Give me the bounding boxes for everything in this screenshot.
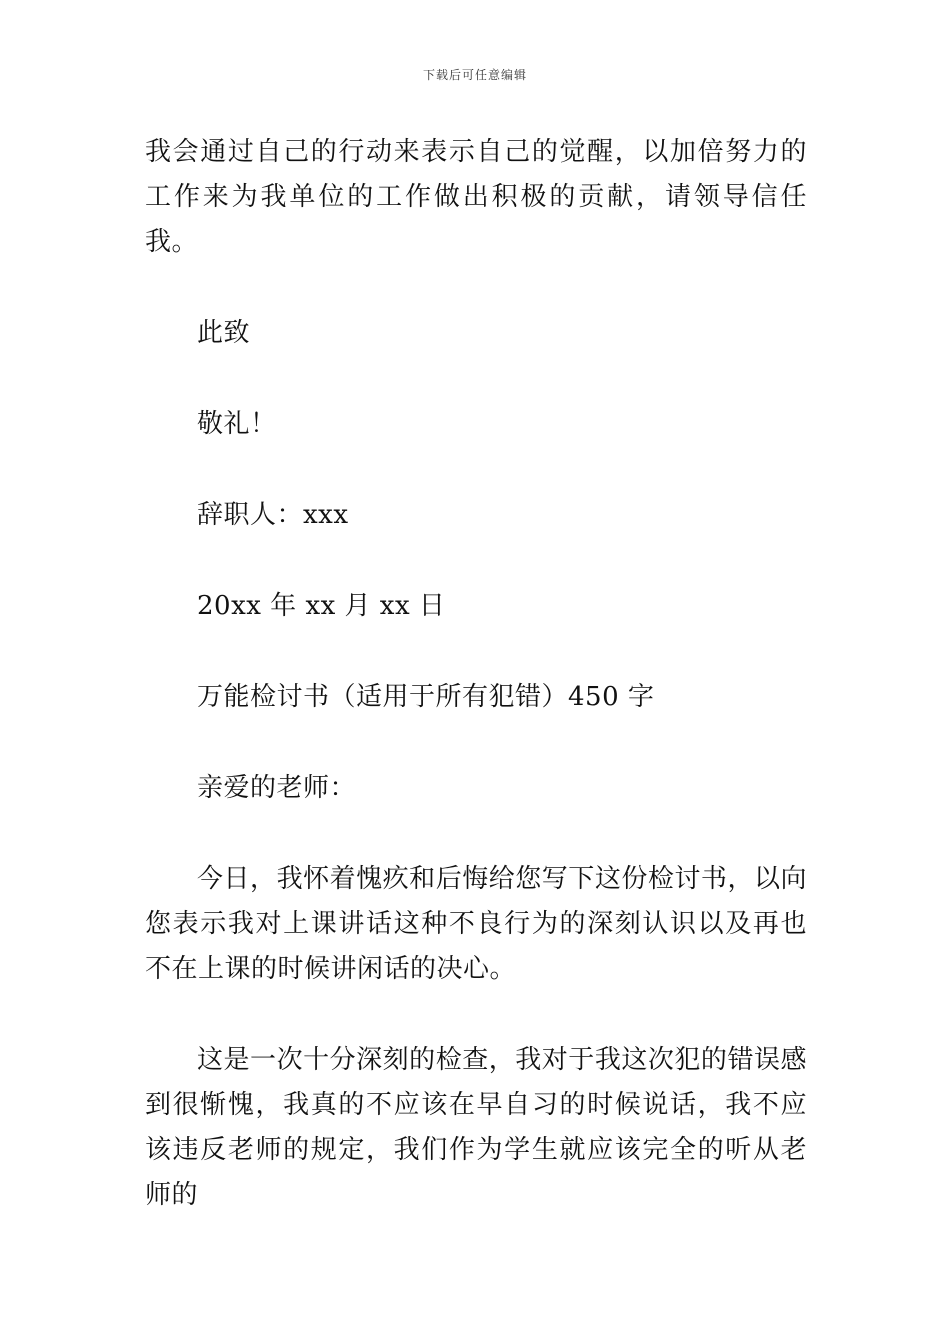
paragraph-gap [145, 265, 807, 311]
date-line: 20xx 年 xx 月 xx 日 [197, 591, 446, 621]
salute-line: 敬礼！ [197, 409, 277, 439]
paragraph-gap [145, 447, 807, 493]
closing-line: 此致 [197, 318, 251, 348]
paragraph-gap [145, 629, 807, 675]
paragraph-reflection: 这是一次十分深刻的检查，我对于我这次犯的错误感到很惭愧，我真的不应该在早自习的时候说话，我不应该违反老师的规定，我们作为学生就应该完全的听从老师的 [145, 1045, 807, 1210]
document-body [145, 130, 807, 1218]
signature-line: 辞职人：xxx [197, 500, 349, 530]
greeting-line: 亲爱的老师： [197, 773, 357, 803]
header-note: 下载后可任意编辑 [422, 68, 527, 82]
paragraph-continuation: 我会通过自己的行动来表示自己的觉醒，以加倍努力的工作来为我单位的工作做出积极的贡献，请领导信任我。 [145, 137, 807, 257]
paragraph-gap [145, 356, 807, 402]
section-title: 万能检讨书（适用于所有犯错）450 字 [197, 682, 655, 712]
paragraph-gap [145, 992, 807, 1038]
paragraph-gap [145, 538, 807, 584]
paragraph-gap [145, 720, 807, 766]
paragraph-apology: 今日，我怀着愧疚和后悔给您写下这份检讨书，以向您表示我对上课讲话这种不良行为的深刻认识以及再也不在上课的时候讲闲话的决心。 [145, 864, 807, 984]
paragraph-gap [145, 811, 807, 857]
